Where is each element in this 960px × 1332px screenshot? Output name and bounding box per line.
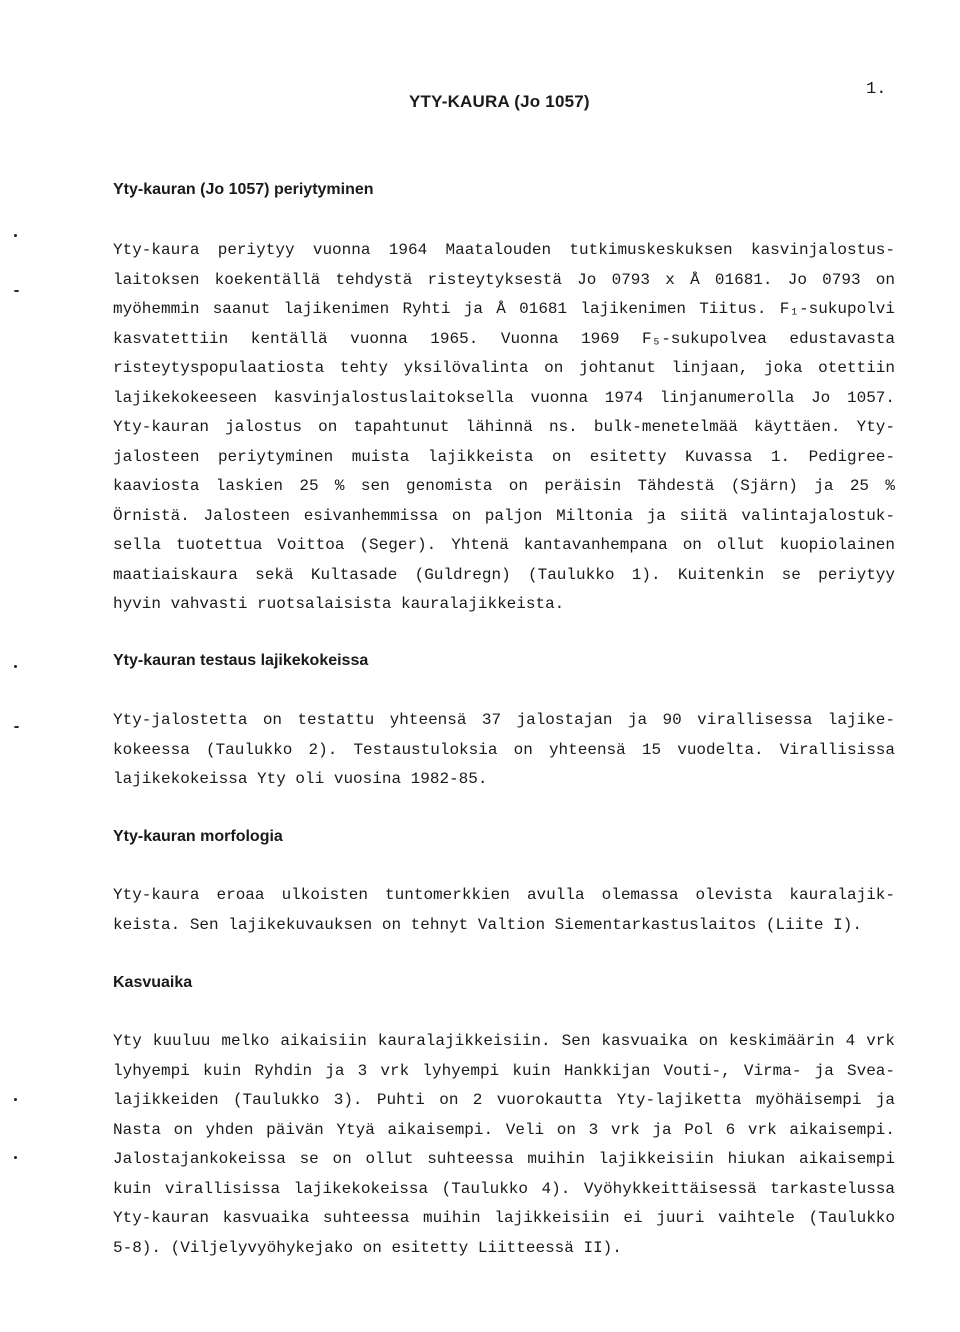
section-heading-periytyminen: Yty-kauran (Jo 1057) periytyminen — [113, 181, 374, 198]
paragraph-testaus — [113, 706, 895, 795]
scan-speck — [14, 665, 17, 668]
text-line: kokeessa (Taulukko 2). Testaustuloksia on yhteensä 15 vuodelta. Virallisissa — [113, 740, 895, 759]
text-line: kasvatettiin kentällä vuonna 1965. Vuonna 1969 F₅-sukupolvea edustavasta — [113, 329, 895, 348]
text-line: jalosteen periytyminen muista lajikkeista on esitetty Kuvassa 1. Pedigree- — [113, 447, 895, 466]
paragraph-kasvuaika — [113, 1027, 895, 1263]
paragraph-morfologia — [113, 881, 895, 940]
document-title: YTY-KAURA (Jo 1057) — [409, 92, 590, 111]
text-line: lyhyempi kuin Ryhdin ja 3 vrk lyhyempi kuin Hankkijan Vouti-, Virma- ja Svea- — [113, 1061, 895, 1080]
text-line: sella tuotettua Voittoa (Seger). Yhtenä kantavanhempana on ollut kuopiolainen — [113, 536, 895, 554]
text-line: lajikekokeissa Yty oli vuosina 1982-85. — [113, 770, 488, 788]
text-line: keista. Sen lajikekuvauksen on tehnyt Valtion Siementarkastuslaitos (Liite I). — [113, 915, 862, 934]
text-line: lajikkeiden (Taulukko 3). Puhti on 2 vuorokautta Yty-lajiketta myöhäisempi ja — [113, 1091, 895, 1109]
scan-speck — [14, 726, 19, 728]
page-number: 1. — [866, 80, 887, 99]
text-line: Yty-kaura periytyy vuonna 1964 Maatalouden tutkimuskeskuksen kasvinjalostus- — [113, 241, 895, 259]
section-heading-testaus: Yty-kauran testaus lajikekokeissa — [113, 652, 369, 669]
text-line: 5-8). (Viljelyvyöhykejako on esitetty Liitteessä II). — [113, 1238, 622, 1257]
text-line: Yty kuuluu melko aikaisiin kauralajikkeisiin. Sen kasvuaika on keskimäärin 4 vrk — [113, 1032, 895, 1050]
scan-speck — [14, 290, 19, 292]
text-line: hyvin vahvasti ruotsalaisista kauralajikkeista. — [113, 595, 565, 613]
paragraph-periytyminen — [113, 236, 895, 620]
text-line: Yty-kaura eroaa ulkoisten tuntomerkkien avulla olemassa olevista kauralajik- — [113, 886, 895, 904]
text-line: risteytyspopulaatiosta tehty yksilövalinta on johtanut linjaan, joka otettiin — [113, 359, 895, 377]
text-line: Örnistä. Jalosteen esivanhemmissa on paljon Miltonia ja siitä valintajalostuk- — [113, 506, 895, 525]
scan-speck — [14, 234, 17, 237]
text-line: lajikekokeeseen kasvinjalostuslaitoksella vuonna 1974 linjanumerolla Jo 1057. — [113, 388, 895, 407]
text-line: maatiaiskaura sekä Kultasade (Guldregn) (Taulukko 1). Kuitenkin se periytyy — [113, 565, 895, 584]
section-heading-morfologia: Yty-kauran morfologia — [113, 828, 283, 845]
scan-speck — [14, 1098, 17, 1101]
scan-speck — [14, 1156, 17, 1159]
text-line: Yty-kauran kasvuaika suhteessa muihin lajikkeisiin ei juuri vaihtele (Taulukko — [113, 1209, 895, 1227]
text-line: Yty-jalostetta on testattu yhteensä 37 jalostajan ja 90 virallisessa lajike- — [113, 711, 895, 729]
text-line: kaaviosta laskien 25 % sen genomista on peräisin Tähdestä (Sjärn) ja 25 % — [113, 477, 895, 495]
text-line: laitoksen koekentällä tehdystä risteytyksestä Jo 0793 x Å 01681. Jo 0793 on — [113, 270, 895, 289]
section-heading-kasvuaika: Kasvuaika — [113, 974, 193, 991]
text-line: myöhemmin saanut lajikenimen Ryhti ja Å 01681 lajikenimen Tiitus. F₁-sukupolvi — [113, 300, 895, 318]
text-line: Yty-kauran jalostus on tapahtunut lähinnä ns. bulk-menetelmää käyttäen. Yty- — [113, 418, 895, 436]
text-line: Nasta on yhden päivän Ytyä aikaisempi. Veli on 3 vrk ja Pol 6 vrk aikaisempi. — [113, 1120, 895, 1139]
text-line: kuin virallisissa lajikekokeissa (Taulukko 4). Vyöhykkeittäisessä tarkastelussa — [113, 1179, 895, 1198]
text-line: Jalostajankokeissa se on ollut suhteessa muihin lajikkeisiin hiukan aikaisempi — [113, 1150, 895, 1168]
